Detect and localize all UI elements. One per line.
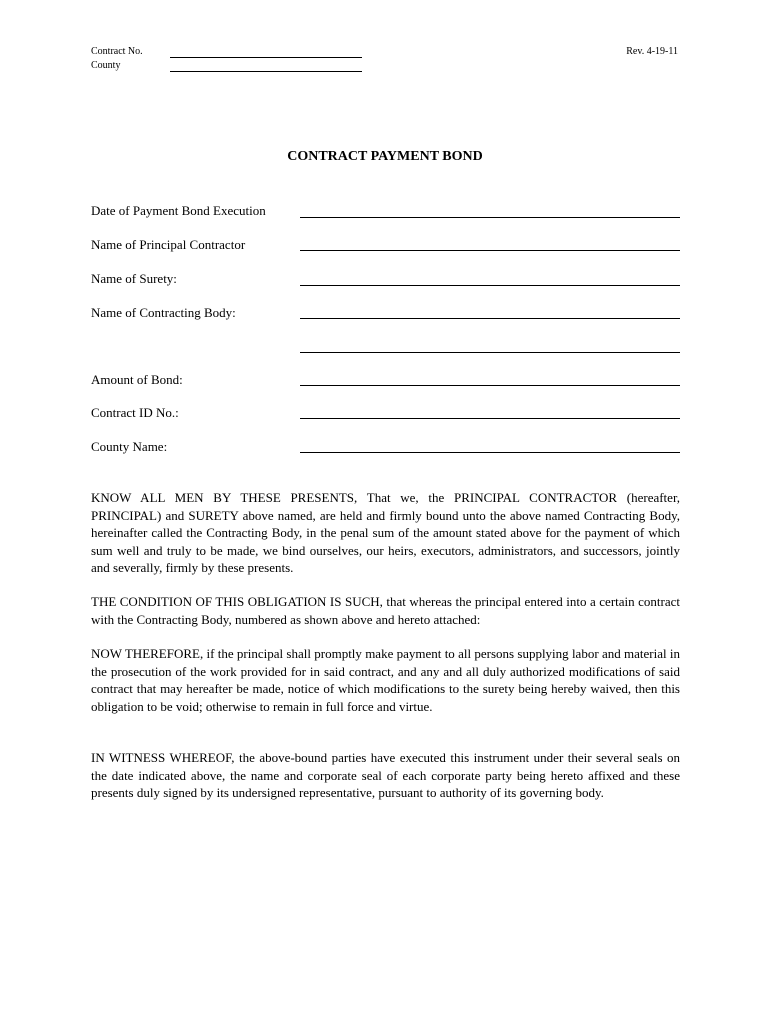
execution-date-field[interactable] [300,217,680,218]
condition-paragraph: THE CONDITION OF THIS OBLIGATION IS SUCH, that whereas the principal entered into a certain contract with the Contracting Body, numbered as shown above and hereto attached: [91,594,680,627]
revision-label: Rev. 4-19-11 [626,46,678,57]
county-name-label: County Name: [91,439,168,454]
contracting-body-field[interactable] [300,318,680,319]
contract-id-label: Contract ID No.: [91,405,179,420]
bond-amount-label: Amount of Bond: [91,372,183,387]
county-field[interactable] [170,71,362,72]
contract-id-field[interactable] [300,418,680,419]
bond-amount-field[interactable] [300,385,680,386]
contracting-body-field-line-2[interactable] [300,352,680,353]
surety-label: Name of Surety: [91,271,177,286]
in-witness-paragraph: IN WITNESS WHEREOF, the above-bound parties have executed this instrument under their several seals on the date indicated above, the name and corporate seal of each corporate party being hereto affixed and these presents duly signed by its undersigned representative, pursuant to authority of its governing body. [91,750,680,800]
principal-contractor-field[interactable] [300,250,680,251]
know-all-men-paragraph: KNOW ALL MEN BY THESE PRESENTS, That we, the PRINCIPAL CONTRACTOR (hereafter, PRINCIPAL) and SURETY above named, are held and firmly bound unto the above named Contracting Body, hereinafter called the Contracting Body, in the penal sum of the amount stated above for the payment of which sum well and truly to be made, we bind ourselves, our heirs, executors, administrators, and successors, jointly and severally, firmly by these presents. [91,490,680,575]
now-therefore-paragraph: NOW THEREFORE, if the principal shall promptly make payment to all persons supplying labor and material in the prosecution of the work provided for in said contract, and any and all duly authorized modifications of said contract that may hereafter be made, notice of which modifications to the surety being hereby waived, then this obligation to be void; otherwise to remain in full force and virtue. [91,646,680,714]
principal-contractor-label: Name of Principal Contractor [91,237,246,252]
surety-field[interactable] [300,285,680,286]
execution-date-label: Date of Payment Bond Execution [91,203,266,218]
contract-no-label: Contract No. [91,46,143,57]
county-name-field[interactable] [300,452,680,453]
document-title: CONTRACT PAYMENT BOND [287,149,483,164]
contract-no-field[interactable] [170,57,362,58]
contracting-body-label: Name of Contracting Body: [91,305,236,320]
county-label: County [91,60,121,71]
